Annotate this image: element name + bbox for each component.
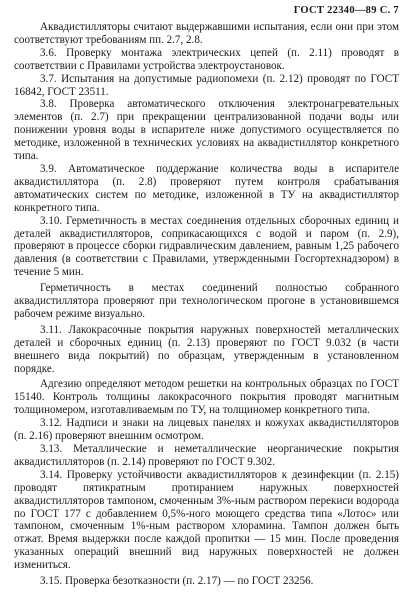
paragraph-3-11: 3.11. Лакокрасочные покрытия наружных поверхностей металлических деталей и сборочных единиц (п. 2.13) проверяют по ГОСТ 9.032 (в части внешнего вида покрытий) по образцам, утвержденным в установленном порядке.: [14, 323, 399, 375]
paragraph-3-7: 3.7. Испытания на допустимые радиопомехи (п. 2.12) проводят по ГОСТ 16842, ГОСТ 23511.: [14, 72, 399, 98]
paragraph-3-15: 3.15. Проверка безотказности (п. 2.17) — по ГОСТ 23256.: [40, 575, 314, 588]
paragraph-3-14: 3.14. Проверку устойчивости аквадистилляторов к дезинфекции (п. 2.15) проводят пятикратным протиранием наружных поверхностей аквадистилляторов тампоном, смоченным 3%-ным раствором перекиси водорода по ГОСТ 177 с добавлением 0,5%-ного моющего средства типа «Лотос» или тампоном, смоченным 1%-ным раствором хлорамина. Тампон должен быть отжат. Время выдержки после каждой пропитки — 15 мин. После проведения указанных операций внешний вид наружных поверхностей не должен измениться.: [14, 468, 399, 572]
document-body: [14, 21, 399, 588]
paragraph-3-12: 3.12. Надписи и знаки на лицевых панелях и кожухах аквадистилляторов (п. 2.16) проверяют внешним осмотром.: [14, 417, 399, 443]
paragraph-3-10: 3.10. Герметичность в местах соединения отдельных сборочных единиц и деталей аквадистилляторов, соприкасающихся с водой и паром (п. 2.9), проверяют в процессе сборки гидравлическим давлением, равным 1,25 рабочего давления (в соответствии с Правилами, утвержденными Госгортехнадзором) в течение 5 мин.: [14, 214, 399, 279]
paragraph-3-9: 3.9. Автоматическое поддержание количества воды в испарителе аквадистиллятора (п. 2.8) проверяют путем контроля срабатывания автоматических систем по методике, изложенной в ТУ на аквадистиллятор конкретного типа.: [14, 162, 399, 214]
paragraph-3-5-continuation: Аквадистилляторы считают выдержавшими испытания, если они при этом соответствуют требованиям пп. 2.7, 2.8.: [14, 21, 399, 46]
paragraph-3-13: 3.13. Металлические и неметаллические неорганические покрытия аквадистилляторов (п. 2.14) проверяют по ГОСТ 9.302.: [14, 443, 399, 468]
paragraph-3-6: 3.6. Проверку монтажа электрических цепей (п. 2.11) проводят в соответствии с Правилами устройства электроустановок.: [14, 46, 399, 72]
paragraph-3-8: 3.8. Проверка автоматического отключения электронагревательных элементов (п. 2.7) при прекращении централизованной подачи воды или понижении уровня воды в испарителе ниже допустимого осуществляется по методике, изложенной в технических условиях на аквадистиллятор конкретного типа.: [14, 98, 399, 163]
page-header: ГОСТ 22340—89 С. 7: [293, 5, 399, 16]
paragraph-3-10-tightness: Герметичность в местах соединений полностью собранного аквадистиллятора проверяют при технологическом прогоне в установившемся рабочем режиме визуально.: [14, 282, 399, 320]
paragraph-3-11-adhesion: Адгезию определяют методом решетки на контрольных образцах по ГОСТ 15140. Контроль толщины лакокрасочного покрытия проводят магнитным толщиномером, изготавливаемым по ТУ, на толщиномер конкретного типа.: [14, 378, 399, 417]
